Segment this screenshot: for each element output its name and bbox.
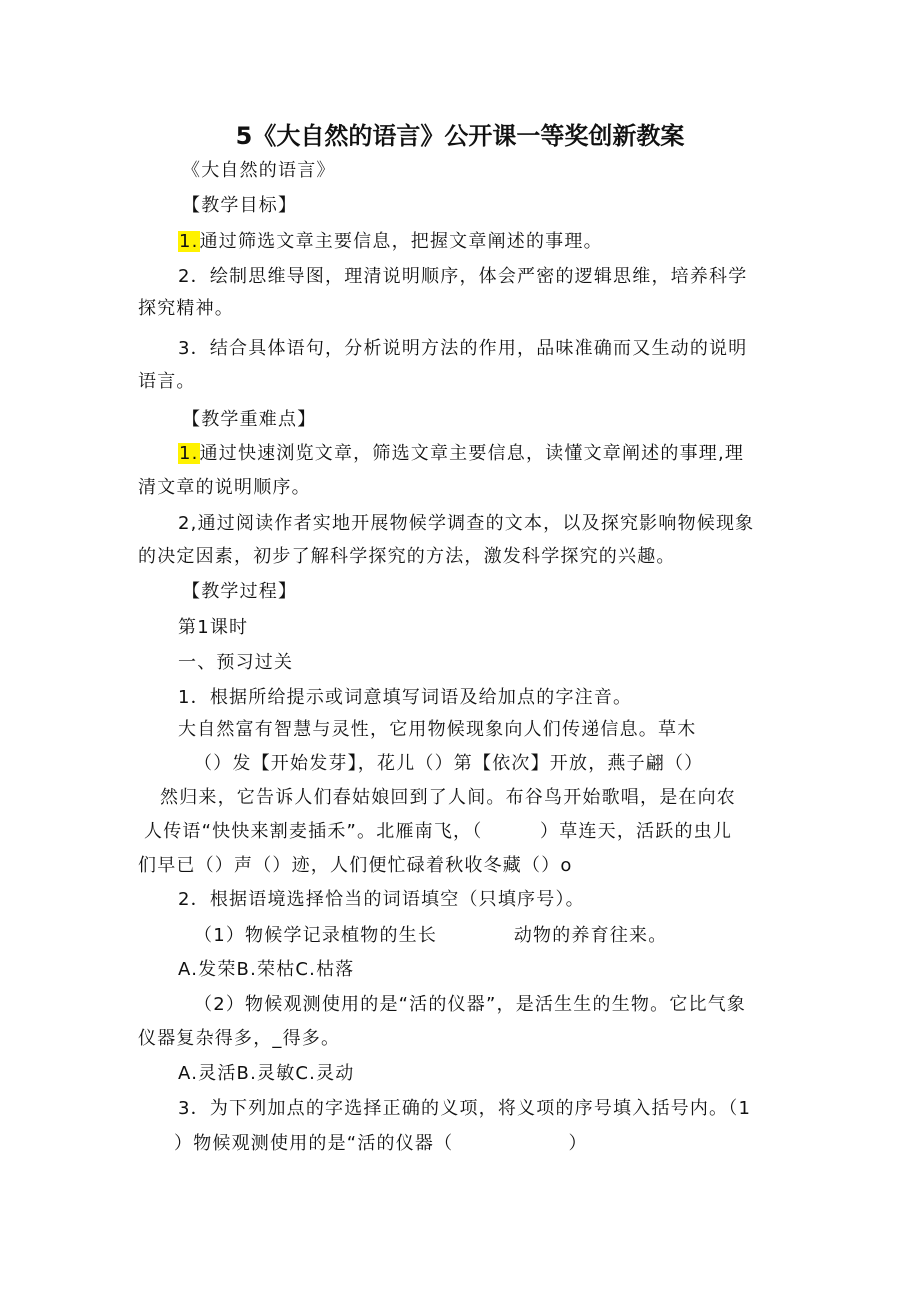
question-2-sub-2-line-2: 仪器复杂得多，_得多。: [138, 1028, 341, 1049]
keypoint-1-text: 通过快速浏览文章，筛选文章主要信息，读懂文章阐述的事理,理: [199, 443, 745, 464]
keypoint-1-line-2: 清文章的说明顺序。: [138, 477, 311, 498]
question-2-sub-1: （1）物候学记录植物的生长 动物的养育往来。: [194, 925, 668, 946]
question-1-text-line-2: （）发【开始发芽】，花儿（）第【依次】开放，燕子翩（）: [194, 753, 704, 774]
lesson-subtitle: 《大自然的语言》: [182, 160, 336, 181]
objective-1: [178, 230, 603, 254]
objective-1-text: 通过筛选文章主要信息，把握文章阐述的事理。: [199, 231, 603, 252]
question-3-line-2: ）物候观测使用的是“活的仪器（ ）: [174, 1133, 588, 1154]
lesson-label: 第1课时: [178, 617, 249, 638]
objective-2-line-2: 探究精神。: [138, 298, 234, 319]
question-2-stem: 2．根据语境选择恰当的词语填空（只填序号）。: [178, 889, 585, 910]
question-3-line-1: 3．为下列加点的字选择正确的义项，将义项的序号填入括号内。（1: [178, 1098, 752, 1119]
keypoint-1-line-1: [178, 442, 744, 466]
objective-3-line-2: 语言。: [138, 371, 196, 392]
document-title: 5《大自然的语言》公开课一等奖创新教案: [235, 122, 685, 150]
process-heading: 【教学过程】: [182, 581, 298, 602]
objective-1-number: 1.: [179, 231, 199, 252]
objective-3-line-1: 3．结合具体语句，分析说明方法的作用，品味准确而又生动的说明: [178, 338, 748, 359]
objective-2-line-1: 2．绘制思维导图，理清说明顺序，体会严密的逻辑思维，培养科学: [178, 266, 748, 287]
keypoints-heading: 【教学重难点】: [182, 409, 317, 430]
question-2-sub-1-options: A.发荣B.荣枯C.枯落: [178, 959, 355, 980]
objectives-heading: 【教学目标】: [182, 195, 298, 216]
question-2-sub-2-options: A.灵活B.灵敏C.灵动: [178, 1063, 355, 1084]
keypoint-1-number: 1.: [179, 443, 199, 464]
keypoint-2-line-1: 2,通过阅读作者实地开展物候学调查的文本，以及探究影响物候现象: [178, 513, 755, 534]
section-1-heading: 一、预习过关: [178, 652, 294, 673]
question-1-stem: 1．根据所给提示或词意填写词语及给加点的字注音。: [178, 687, 633, 708]
keypoint-2-line-2: 的决定因素，初步了解科学探究的方法，激发科学探究的兴趣。: [138, 546, 676, 567]
question-1-text-line-4: 人传语“快快来割麦插禾”。北雁南飞，（ ）草连天，活跃的虫儿: [144, 821, 733, 842]
question-1-text-line-3: 然归来，它告诉人们春姑娘回到了人间。布谷鸟开始歌唱，是在向农: [160, 787, 736, 808]
question-1-text-line-1: 大自然富有智慧与灵性，它用物候现象向人们传递信息。草木: [178, 719, 697, 740]
question-2-sub-2-line-1: （2）物候观测使用的是“活的仪器”，是活生生的生物。它比气象: [194, 994, 747, 1015]
question-1-text-line-5: 们早已（）声（）迹，人们便忙碌着秋收冬藏（）o: [138, 855, 573, 876]
